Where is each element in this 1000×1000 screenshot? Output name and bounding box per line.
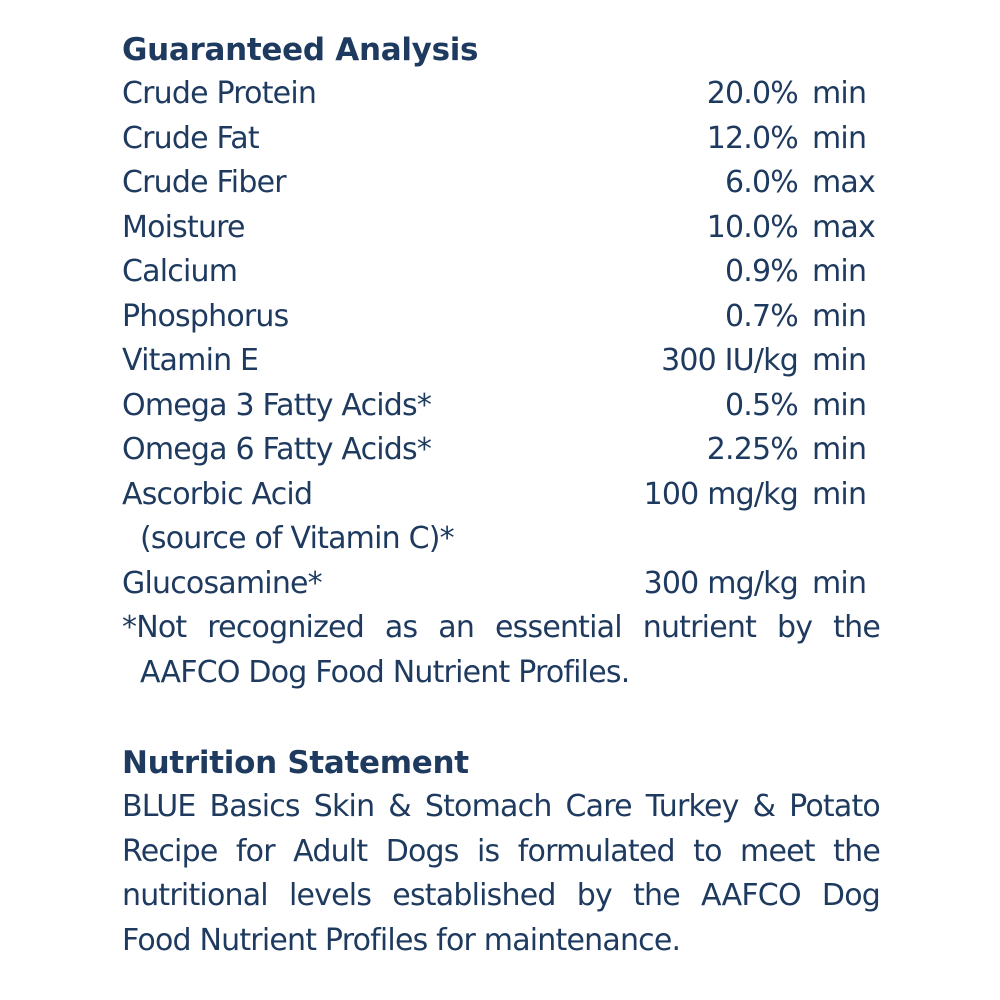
nutrient-value: 2.25% (706, 432, 798, 467)
nutrient-value: 0.5% (724, 387, 798, 423)
nutrient-qualifier: min (812, 343, 867, 378)
nutrient-qualifier: min (812, 387, 867, 423)
analysis-row-vitamin-c-source (122, 517, 880, 562)
nutrient-label: Crude Protein (122, 76, 317, 111)
analysis-row-phosphorus (122, 295, 880, 340)
nutrient-qualifier: min (812, 432, 867, 467)
analysis-row-crude-protein (122, 72, 880, 117)
analysis-row-glucosamine (122, 562, 880, 607)
nutrient-qualifier: min (812, 565, 867, 601)
nutrient-value: 300 IU/kg (661, 343, 798, 378)
nutrient-value: 6.0% (724, 165, 798, 200)
nutrient-label: Omega 6 Fatty Acids* (122, 432, 432, 467)
nutrient-value: 20.0% (706, 76, 798, 111)
nutrient-qualifier: max (812, 209, 875, 245)
nutrient-label: Vitamin E (122, 343, 259, 378)
nutrient-qualifier: min (812, 254, 867, 289)
aafco-footnote: *Not recognized as an essential nutrient by the AAFCO Dog Food Nutrient Profiles. (122, 610, 880, 690)
nutrient-label: Calcium (122, 254, 238, 289)
nutrition-statement-body: BLUE Basics Skin & Stomach Care Turkey & Potato Recipe for Adult Dogs is formulated to meet the nutritional levels established by the AAFCO Dog Food Nutrient Profiles for maintenance. (122, 789, 880, 958)
analysis-row-calcium (122, 250, 880, 295)
section-spacer (122, 695, 880, 741)
nutrition-label (122, 28, 880, 963)
nutrient-qualifier: min (812, 476, 867, 512)
guaranteed-analysis-heading: Guaranteed Analysis (122, 32, 479, 68)
nutrient-label: Moisture (122, 209, 245, 245)
nutrient-qualifier: min (812, 76, 867, 111)
nutrient-value: 100 mg/kg (643, 476, 798, 512)
nutrient-value: 0.9% (724, 254, 798, 289)
nutrient-label: Crude Fiber (122, 165, 286, 200)
nutrient-label: Glucosamine* (122, 565, 322, 601)
nutrient-qualifier: min (812, 298, 867, 334)
nutrient-label: Omega 3 Fatty Acids* (122, 387, 432, 423)
guaranteed-analysis-table (122, 72, 880, 606)
nutrition-statement-heading: Nutrition Statement (122, 745, 469, 781)
nutrient-label: Phosphorus (122, 298, 289, 334)
analysis-row-omega-3 (122, 384, 880, 429)
nutrient-qualifier: max (812, 165, 875, 200)
analysis-row-omega-6 (122, 428, 880, 473)
nutrient-label: Ascorbic Acid (122, 476, 313, 512)
analysis-row-moisture (122, 206, 880, 251)
nutrient-value: 0.7% (724, 298, 798, 334)
nutrient-value: 12.0% (706, 120, 798, 156)
analysis-row-crude-fiber (122, 161, 880, 206)
analysis-row-ascorbic-acid (122, 473, 880, 518)
nutrient-value: 300 mg/kg (643, 565, 798, 601)
nutrient-value: 10.0% (706, 209, 798, 245)
nutrient-sublabel: (source of Vitamin C)* (140, 521, 454, 556)
nutrient-label: Crude Fat (122, 120, 259, 156)
nutrient-qualifier: min (812, 120, 867, 156)
analysis-row-crude-fat (122, 117, 880, 162)
analysis-row-vitamin-e (122, 339, 880, 384)
